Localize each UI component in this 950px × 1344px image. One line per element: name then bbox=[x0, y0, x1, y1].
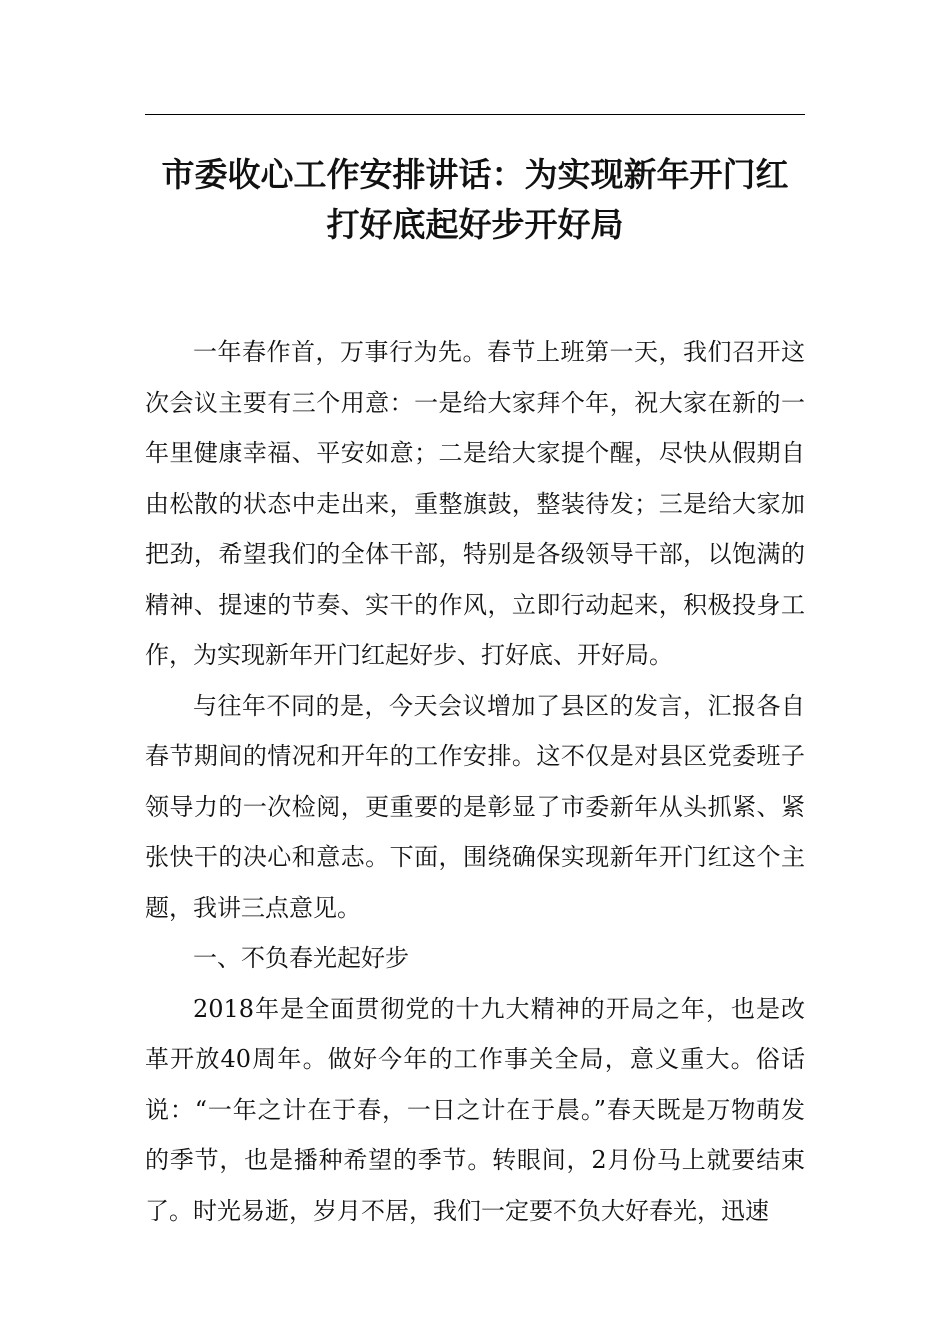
title-line-1: 市委收心工作安排讲话：为实现新年开门红 bbox=[161, 155, 789, 194]
paragraph-2: 与往年不同的是，今天会议增加了县区的发言，汇报各自春节期间的情况和开年的工作安排。这不仅是对县区党委班子领导力的一次检阅，更重要的是彰显了市委新年从头抓紧、紧张快干的决心和意志。下面，围绕确保实现新年开门红这个主题，我讲三点意见。 bbox=[145, 691, 805, 922]
paragraph-1: 一年春作首，万事行为先。春节上班第一天，我们召开这次会议主要有三个用意：一是给大家拜个年，祝大家在新的一年里健康幸福、平安如意；二是给大家提个醒，尽快从假期自由松散的状态中走出来，重整旗鼓，整装待发；三是给大家加把劲，希望我们的全体干部，特别是各级领导干部，以饱满的精神、提速的节奏、实干的作风，立即行动起来，积极投身工作，为实现新年开门红起好步、打好底、开好局。 bbox=[145, 338, 805, 669]
header-rule bbox=[145, 114, 805, 115]
document-title bbox=[145, 150, 805, 250]
title-line-2: 打好底起好步开好局 bbox=[326, 205, 624, 244]
section-paragraph: 2018年是全面贯彻党的十九大精神的开局之年，也是改革开放40周年。做好今年的工作事关全局，意义重大。俗话说：“一年之计在于春，一日之计在于晨。”春天既是万物萌发的季节，也是播种希望的季节。转眼间，2月份马上就要结束了。时光易逝，岁月不居，我们一定要不负大好春光，迅速 bbox=[145, 994, 805, 1225]
section-heading: 一、不负春光起好步 bbox=[193, 944, 409, 972]
document-body bbox=[145, 327, 805, 1236]
